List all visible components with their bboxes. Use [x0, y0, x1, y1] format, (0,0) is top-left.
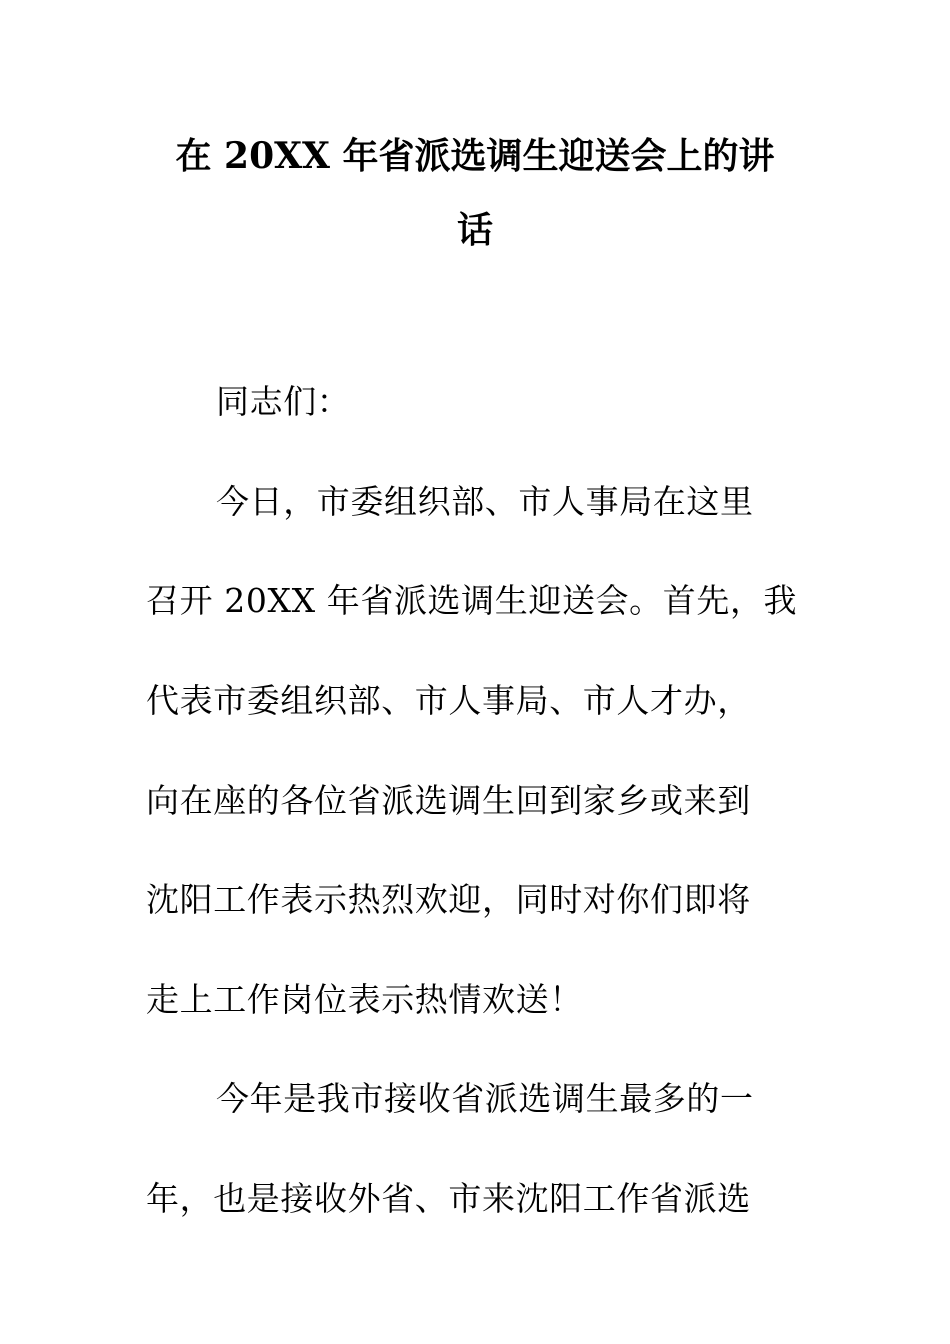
paragraph-1-line-2: 召开 20XX 年省派选调生迎送会。首先，我 [146, 581, 798, 620]
document-title-line-2: 话 [456, 209, 493, 251]
paragraph-2-line-2: 年，也是接收外省、市来沈阳工作省派选 [146, 1179, 751, 1218]
paragraph-1-line-5: 沈阳工作表示热烈欢迎，同时对你们即将 [146, 880, 751, 919]
salutation: 同志们： [216, 382, 351, 421]
paragraph-1-line-4: 向在座的各位省派选调生回到家乡或来到 [146, 781, 751, 820]
document-title-line-1: 在 20XX 年省派选调生迎送会上的讲 [175, 135, 775, 177]
paragraph-1-line-1: 今日，市委组织部、市人事局在这里 [216, 482, 754, 521]
paragraph-2-line-1: 今年是我市接收省派选调生最多的一 [216, 1079, 754, 1118]
paragraph-1-line-6: 走上工作岗位表示热情欢送！ [146, 980, 583, 1019]
paragraph-1-line-3: 代表市委组织部、市人事局、市人才办， [146, 681, 751, 720]
